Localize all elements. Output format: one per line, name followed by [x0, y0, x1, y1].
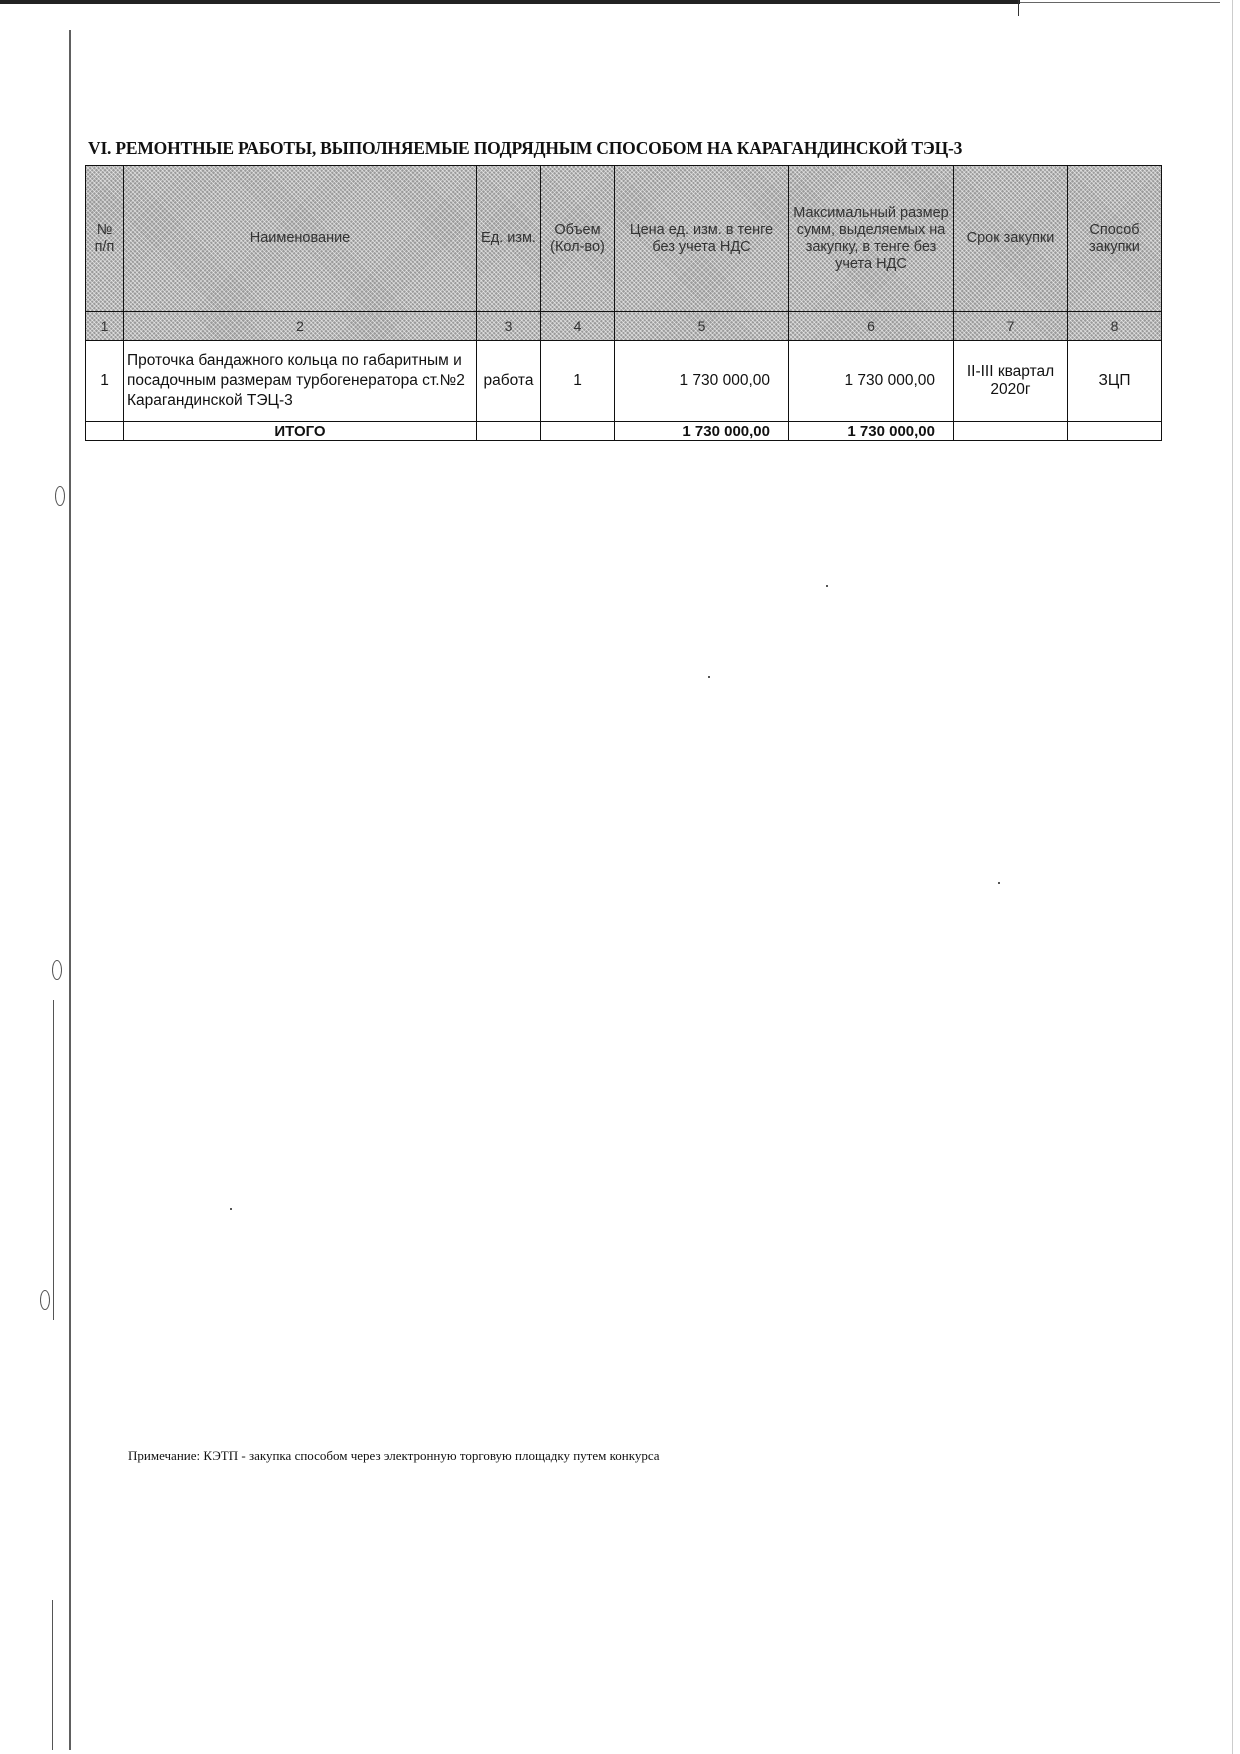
scan-speck — [998, 882, 1000, 884]
row-max-sum: 1 730 000,00 — [789, 341, 954, 422]
row-name: Проточка бандажного кольца по габаритным и посадочным размерам турбогенератора ст.№2 Карагандинской ТЭЦ-3 — [124, 341, 477, 422]
footnote: Примечание: КЭТП - закупка способом через электронную торговую площадку путем конкурса — [128, 1448, 660, 1463]
column-number: 8 — [1068, 312, 1162, 341]
column-number: 5 — [615, 312, 789, 341]
total-max-sum: 1 730 000,00 — [789, 422, 954, 441]
total-empty-cell — [954, 422, 1068, 441]
punch-hole-mark — [55, 486, 65, 506]
scan-speck — [230, 1208, 232, 1210]
scan-right-edge — [1232, 0, 1233, 1754]
scan-edge-top — [0, 0, 1020, 4]
row-method: ЗЦП — [1068, 341, 1162, 422]
header-cell-term: Срок закупки — [954, 166, 1068, 312]
row-term: II-III квартал 2020г — [954, 341, 1068, 422]
header-cell-unit-price: Цена ед. изм. в тенге без учета НДС — [615, 166, 789, 312]
header-cell-unit: Ед. изм. — [477, 166, 541, 312]
procurement-table — [85, 165, 1162, 441]
punch-hole-mark — [52, 960, 62, 980]
scan-speck — [708, 676, 710, 678]
row-quantity: 1 — [541, 341, 615, 422]
scan-margin-line — [69, 30, 71, 1750]
punch-hole-mark — [40, 1290, 50, 1310]
total-empty-cell — [477, 422, 541, 441]
total-row — [86, 422, 1162, 441]
table-row — [86, 341, 1162, 422]
column-number: 4 — [541, 312, 615, 341]
total-label: ИТОГО — [124, 422, 477, 441]
column-number: 6 — [789, 312, 954, 341]
column-number: 1 — [86, 312, 124, 341]
header-cell-name: Наименование — [124, 166, 477, 312]
total-empty-cell — [1068, 422, 1162, 441]
column-number: 2 — [124, 312, 477, 341]
header-cell-quantity: Объем (Кол-во) — [541, 166, 615, 312]
header-cell-max-sum: Максимальный размер сумм, выделяемых на закупку, в тенге без учета НДС — [789, 166, 954, 312]
header-cell-number: № п/п — [86, 166, 124, 312]
column-number: 3 — [477, 312, 541, 341]
column-number: 7 — [954, 312, 1068, 341]
section-title: VI. РЕМОНТНЫЕ РАБОТЫ, ВЫПОЛНЯЕМЫЕ ПОДРЯДНЫМ СПОСОБОМ НА КАРАГАНДИНСКОЙ ТЭЦ-3 — [88, 138, 963, 158]
row-number: 1 — [86, 341, 124, 422]
scan-margin-line-lower — [53, 1000, 54, 1320]
scan-margin-line-bottom — [52, 1600, 53, 1750]
column-number-row — [86, 312, 1162, 341]
header-cell-method: Способ закупки — [1068, 166, 1162, 312]
scan-edge-top-thin — [1020, 2, 1220, 3]
scan-edge-tick — [1018, 0, 1019, 16]
table-header-row — [86, 166, 1162, 312]
total-unit-price: 1 730 000,00 — [615, 422, 789, 441]
row-unit-price: 1 730 000,00 — [615, 341, 789, 422]
row-unit: работа — [477, 341, 541, 422]
scan-speck — [826, 585, 828, 587]
total-empty-cell — [86, 422, 124, 441]
total-empty-cell — [541, 422, 615, 441]
